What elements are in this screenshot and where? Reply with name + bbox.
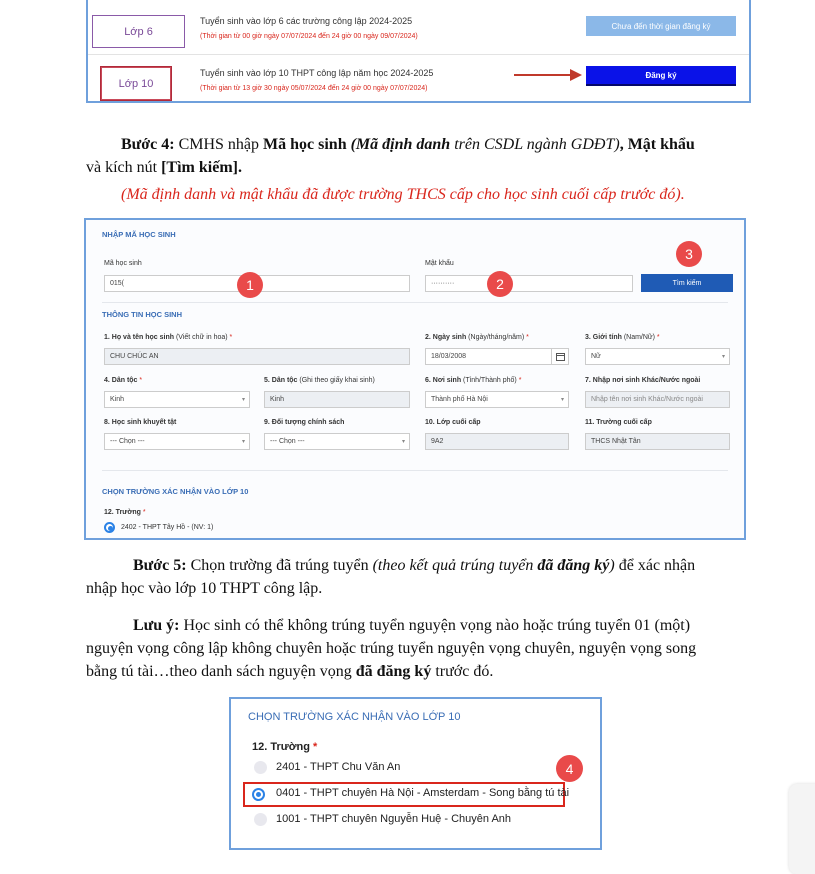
step-marker: 1 <box>237 272 263 298</box>
section-title: THÔNG TIN HỌC SINH <box>102 310 182 319</box>
chevron-down-icon: ▾ <box>241 439 245 445</box>
calendar-icon[interactable] <box>551 348 568 365</box>
step4-paragraph <box>86 133 748 179</box>
text: , <box>619 136 628 153</box>
text: ) <box>609 557 615 574</box>
field-label: 7. Nhập nơi sinh Khác/Nước ngoài <box>585 377 701 384</box>
arrow-right-icon <box>512 68 584 82</box>
school-option[interactable]: 1001 - THPT chuyên Nguyễn Huệ - Chuyên Anh <box>276 813 512 825</box>
ethnic-birth-field: Kinh <box>264 391 410 408</box>
note-label: Lưu ý: <box>133 617 180 634</box>
gender-select[interactable]: Nữ ▾ <box>585 348 730 365</box>
text: đã đăng ký <box>355 663 432 680</box>
field-label: 4. Dân tộc * <box>104 377 143 384</box>
row-time: (Thời gian từ 13 giờ 30 ngày 05/07/2024 đến 24 giờ 00 ngày 07/07/2024) <box>200 85 428 92</box>
school-radio-selected[interactable] <box>252 788 265 801</box>
chevron-down-icon: ▾ <box>721 354 725 360</box>
birthplace-select[interactable]: Thành phố Hà Nội ▾ <box>425 391 569 408</box>
field-label: 2. Ngày sinh (Ngày/tháng/năm) * <box>425 334 529 341</box>
text: Học sinh có thể không trúng tuyển nguyện vọng nào hoặc trúng tuyển 01 (một) <box>179 617 691 634</box>
field-label: 12. Trường * <box>104 509 146 516</box>
text: trên CSDL ngành GDĐT) <box>450 136 620 153</box>
row-time: (Thời gian từ 00 giờ ngày 07/07/2024 đến 24 giờ 00 ngày 09/07/2024) <box>200 33 418 40</box>
step-marker: 2 <box>487 271 513 297</box>
text: nhập học vào lớp 10 THPT công lập. <box>86 580 323 597</box>
text: Chọn trường đã trúng tuyển <box>186 557 373 574</box>
chevron-down-icon: ▾ <box>401 439 405 445</box>
section-title: CHỌN TRƯỜNG XÁC NHẬN VÀO LỚP 10 <box>248 711 461 723</box>
field-label: 12. Trường * <box>252 741 318 753</box>
field-label: 9. Đối tượng chính sách <box>264 419 345 426</box>
row-title: Tuyển sinh vào lớp 10 THPT công lập năm học 2024-2025 <box>200 68 434 78</box>
text: (theo kết quả trúng tuyển <box>372 557 538 574</box>
field-label: 3. Giới tính (Nam/Nữ) * <box>585 334 660 341</box>
field-label: Mã học sinh <box>104 260 142 267</box>
text: nguyện vọng công lập không chuyên hoặc trúng tuyển nguyện vọng chuyên, nguyện vọng song <box>86 640 697 657</box>
step5-label: Bước 5: <box>133 557 187 574</box>
step4-label: Bước 4: <box>121 136 175 153</box>
text: Mật khẩu <box>627 136 695 153</box>
divider <box>88 54 749 55</box>
last-school-field: THCS Nhật Tân <box>585 433 730 450</box>
section-title: NHẬP MÃ HỌC SINH <box>102 230 176 239</box>
school-option[interactable]: 2401 - THPT Chu Văn An <box>276 761 401 773</box>
school-radio[interactable] <box>254 813 267 826</box>
text: để xác nhận <box>614 557 696 574</box>
field-label: 11. Trường cuối cấp <box>585 419 652 426</box>
registration-panel <box>86 0 751 103</box>
divider <box>102 470 728 471</box>
step-marker: 4 <box>556 755 583 782</box>
register-button[interactable]: Đăng ký <box>586 66 736 86</box>
school-radio[interactable] <box>254 761 267 774</box>
text: [Tìm kiếm]. <box>161 159 242 176</box>
school-selection-panel <box>229 697 602 850</box>
dob-field[interactable]: 18/03/2008 <box>425 348 569 365</box>
row-title: Tuyển sinh vào lớp 6 các trường công lập 2024-2025 <box>200 16 413 26</box>
not-open-button[interactable]: Chưa đến thời gian đăng ký <box>586 16 736 36</box>
field-label: 6. Nơi sinh (Tỉnh/Thành phố) * <box>425 377 522 384</box>
other-birthplace-input[interactable]: Nhập tên nơi sinh Khác/Nước ngoài <box>585 391 730 408</box>
note-paragraph <box>86 614 748 683</box>
password-input[interactable]: ·········· <box>425 275 633 292</box>
text: (Mã định danh <box>346 136 451 153</box>
grade-6-badge: Lớp 6 <box>92 15 185 48</box>
ethnic-select[interactable]: Kinh ▾ <box>104 391 250 408</box>
text: và kích nút <box>86 159 162 176</box>
text: đã đăng ký <box>537 557 610 574</box>
school-radio[interactable] <box>104 522 115 533</box>
search-button[interactable]: Tìm kiếm <box>641 274 733 292</box>
policy-select[interactable]: --- Chọn --- ▾ <box>264 433 410 450</box>
chevron-down-icon: ▾ <box>241 397 245 403</box>
section-title: CHỌN TRƯỜNG XÁC NHẬN VÀO LỚP 10 <box>102 487 249 496</box>
text: CMHS nhập <box>174 136 264 153</box>
divider <box>102 302 728 303</box>
chevron-down-icon: ▾ <box>560 397 564 403</box>
text: trước đó. <box>431 663 494 680</box>
floating-widget[interactable] <box>789 784 815 874</box>
grade-10-badge: Lớp 10 <box>101 67 171 100</box>
text: Mã học sinh <box>263 136 347 153</box>
text: bằng tú tài…theo danh sách nguyện vọng <box>86 663 356 680</box>
disability-select[interactable]: --- Chọn --- ▾ <box>104 433 250 450</box>
school-option[interactable]: 0401 - THPT chuyên Hà Nội - Amsterdam - Song bằng tú tài <box>276 787 570 799</box>
name-field: CHU CHÚC AN <box>104 348 410 365</box>
field-label: 5. Dân tộc (Ghi theo giấy khai sinh) <box>264 377 375 384</box>
step5-paragraph <box>86 554 748 600</box>
step-marker: 3 <box>676 241 702 267</box>
field-label: Mật khẩu <box>425 260 454 267</box>
field-label: 1. Họ và tên học sinh (Viết chữ in hoa) * <box>104 334 233 341</box>
school-option-label: 2402 - THPT Tây Hồ - (NV: 1) <box>121 524 214 531</box>
student-code-input[interactable]: 015( <box>104 275 410 292</box>
field-label: 8. Học sinh khuyết tật <box>104 419 177 426</box>
credential-note: (Mã định danh và mật khẩu đã được trường THCS cấp cho học sinh cuối cấp trước đó). <box>121 186 685 203</box>
last-class-field: 9A2 <box>425 433 569 450</box>
field-label: 10. Lớp cuối cấp <box>425 419 481 426</box>
student-form-panel <box>84 218 746 540</box>
